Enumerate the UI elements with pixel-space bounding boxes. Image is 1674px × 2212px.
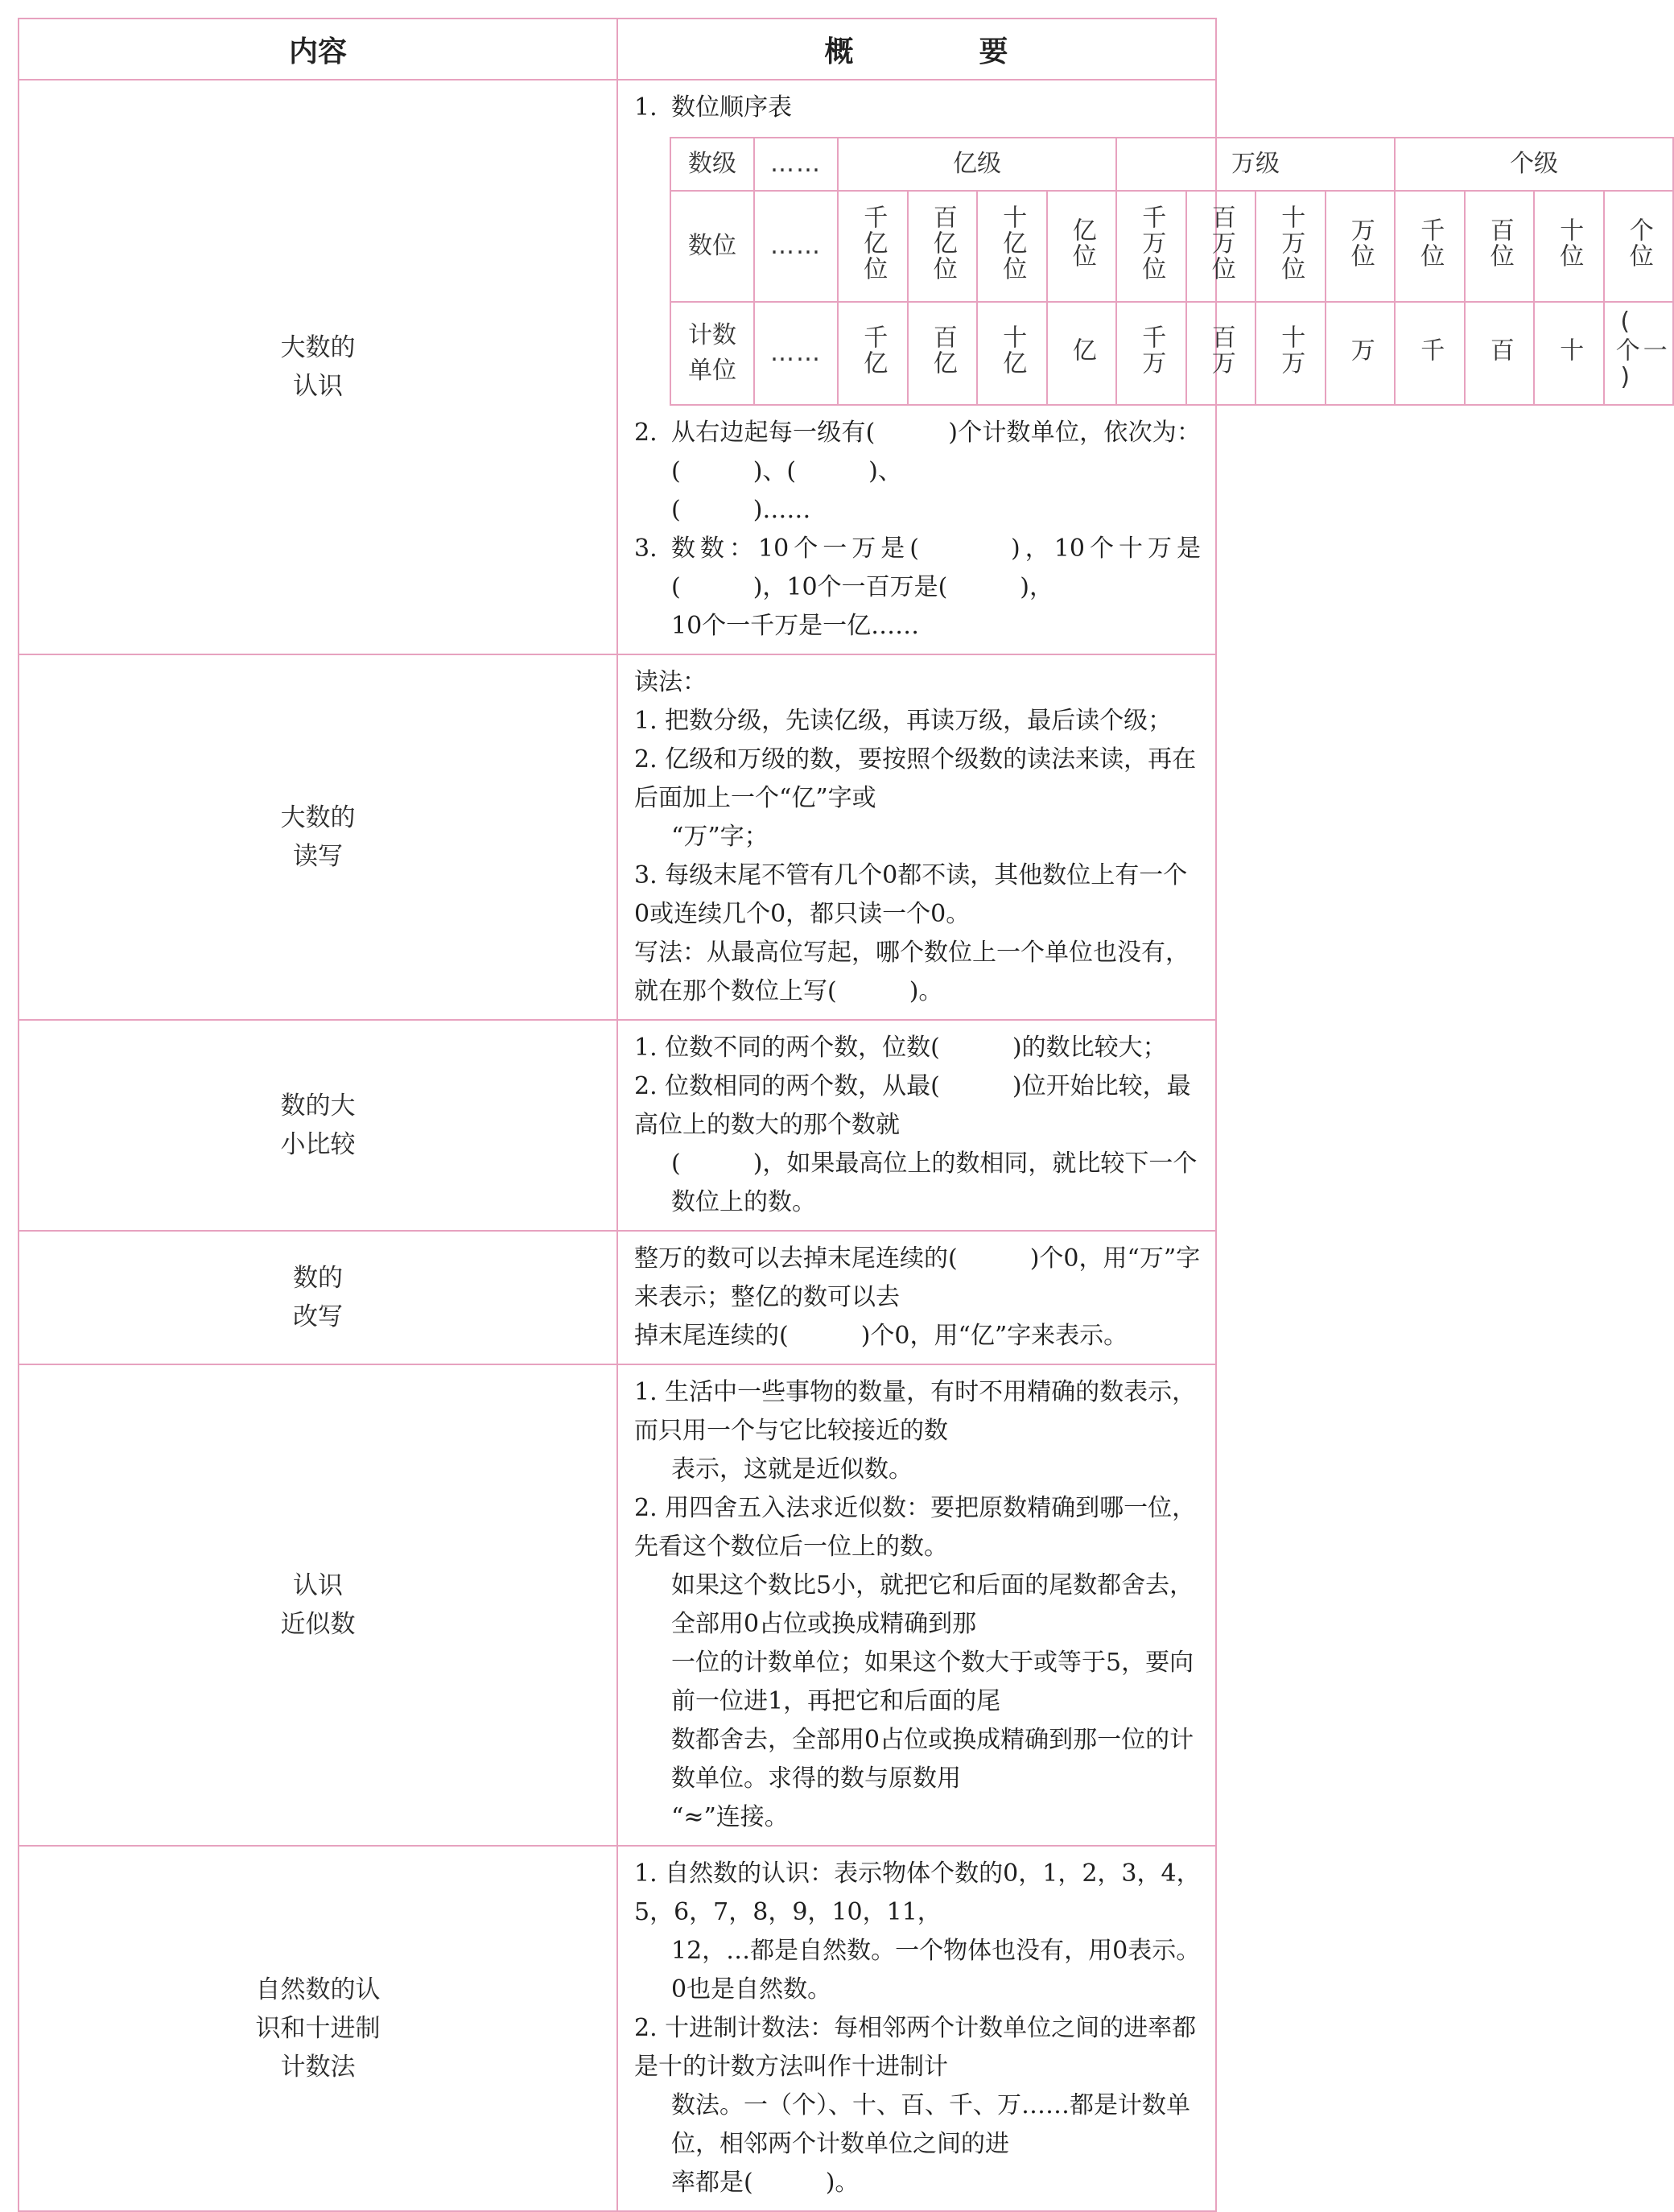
- header-content: 内容: [19, 19, 617, 80]
- section-approximate: [19, 1364, 1216, 1846]
- header-row: [19, 19, 1216, 80]
- summary-page: [18, 18, 1667, 2212]
- summary-table: [18, 18, 1667, 2212]
- section-body: 1. 生活中一些事物的数量，有时不用精确的数表示，而只用一个与它比较接近的数 表示，这就是近似数。 2. 用四舍五入法求近似数：要把原数精确到哪一位，先看这个数位后一位上的数。 如果这个数比5小，就把它和后面的尾数都舍去，全部用0占位或换成精确到那 一位的计数单位；如果这个数大于或等于5，要向前一位进1，再把它和后面的尾 数都舍去，全部用0占位或换成精确到那一位的计数单位。求得的数与原数用 “≈”连接。: [617, 1364, 1216, 1846]
- header-summary: 概 要: [617, 19, 1216, 80]
- section-read-write: [19, 654, 1216, 1020]
- list-item: 1. 数位顺序表: [634, 93, 792, 122]
- place-value-table: [670, 137, 1674, 406]
- section-body: 整万的数可以去掉末尾连续的( )个0，用“万”字来表示；整亿的数可以去 掉末尾连续的( )个0，用“亿”字来表示。: [617, 1231, 1216, 1364]
- section-big-numbers: [19, 80, 1216, 654]
- section-body: [617, 80, 1667, 654]
- section-label: 数的大 小比较: [19, 1020, 617, 1231]
- unit-row: 计数 单位 …… 千亿 百亿 十亿 亿 千万 百万 十万 万 千 百 十 一(个): [670, 302, 1673, 405]
- section-body: 读法： 1. 把数分级，先读亿级，再读万级，最后读个级； 2. 亿级和万级的数，要按照个级数的读法来读，再在后面加上一个“亿”字或 “万”字； 3. 每级末尾不管有几个0都不读，其他数位上有一个0或连续几个0，都只读一个0。 写法：从最高位写起，哪个数位上一个单位也没有，就在那个数位上写( )。: [617, 654, 1216, 1020]
- section-label: 大数的 读写: [19, 654, 617, 1020]
- list-item: 2. 从右边起每一级有( )个计数单位，依次为：( )、( )、 ( )……: [634, 419, 1201, 524]
- section-body: 1. 位数不同的两个数，位数( )的数比较大； 2. 位数相同的两个数，从最( )位开始比较，最高位上的数大的那个数就 ( )，如果最高位上的数相同，就比较下一个数位上的数。: [617, 1020, 1216, 1231]
- section-compare: [19, 1020, 1216, 1231]
- section-rewrite: [19, 1231, 1216, 1364]
- section-body: 1. 自然数的认识：表示物体个数的0，1，2，3，4，5，6，7，8，9，10，11， 12，…都是自然数。一个物体也没有，用0表示。0也是自然数。 2. 十进制计数法：每相邻两个计数单位之间的进率都是十的计数方法叫作十进制计 数法。一（个）、十、百、千、万……都是计数单位，相邻两个计数单位之间的进 率都是( )。: [617, 1846, 1216, 2211]
- section-label: 大数的 认识: [19, 80, 617, 654]
- place-row: 数位 …… 千亿位 百亿位 十亿位 亿位 千万位 百万位 十万位 万位 千位 百位 十位 个位: [670, 191, 1673, 302]
- level-row: 数级 …… 亿级 万级 个级: [670, 138, 1673, 191]
- section-natural-numbers: [19, 1846, 1216, 2211]
- section-label: 数的 改写: [19, 1231, 617, 1364]
- section-label: 自然数的认 识和十进制 计数法: [19, 1846, 617, 2211]
- section-label: 认识 近似数: [19, 1364, 617, 1846]
- list-item: 3. 数数：10个一万是( )，10个十万是( )，10个一百万是( )， 10个一千万是一亿……: [634, 534, 1201, 640]
